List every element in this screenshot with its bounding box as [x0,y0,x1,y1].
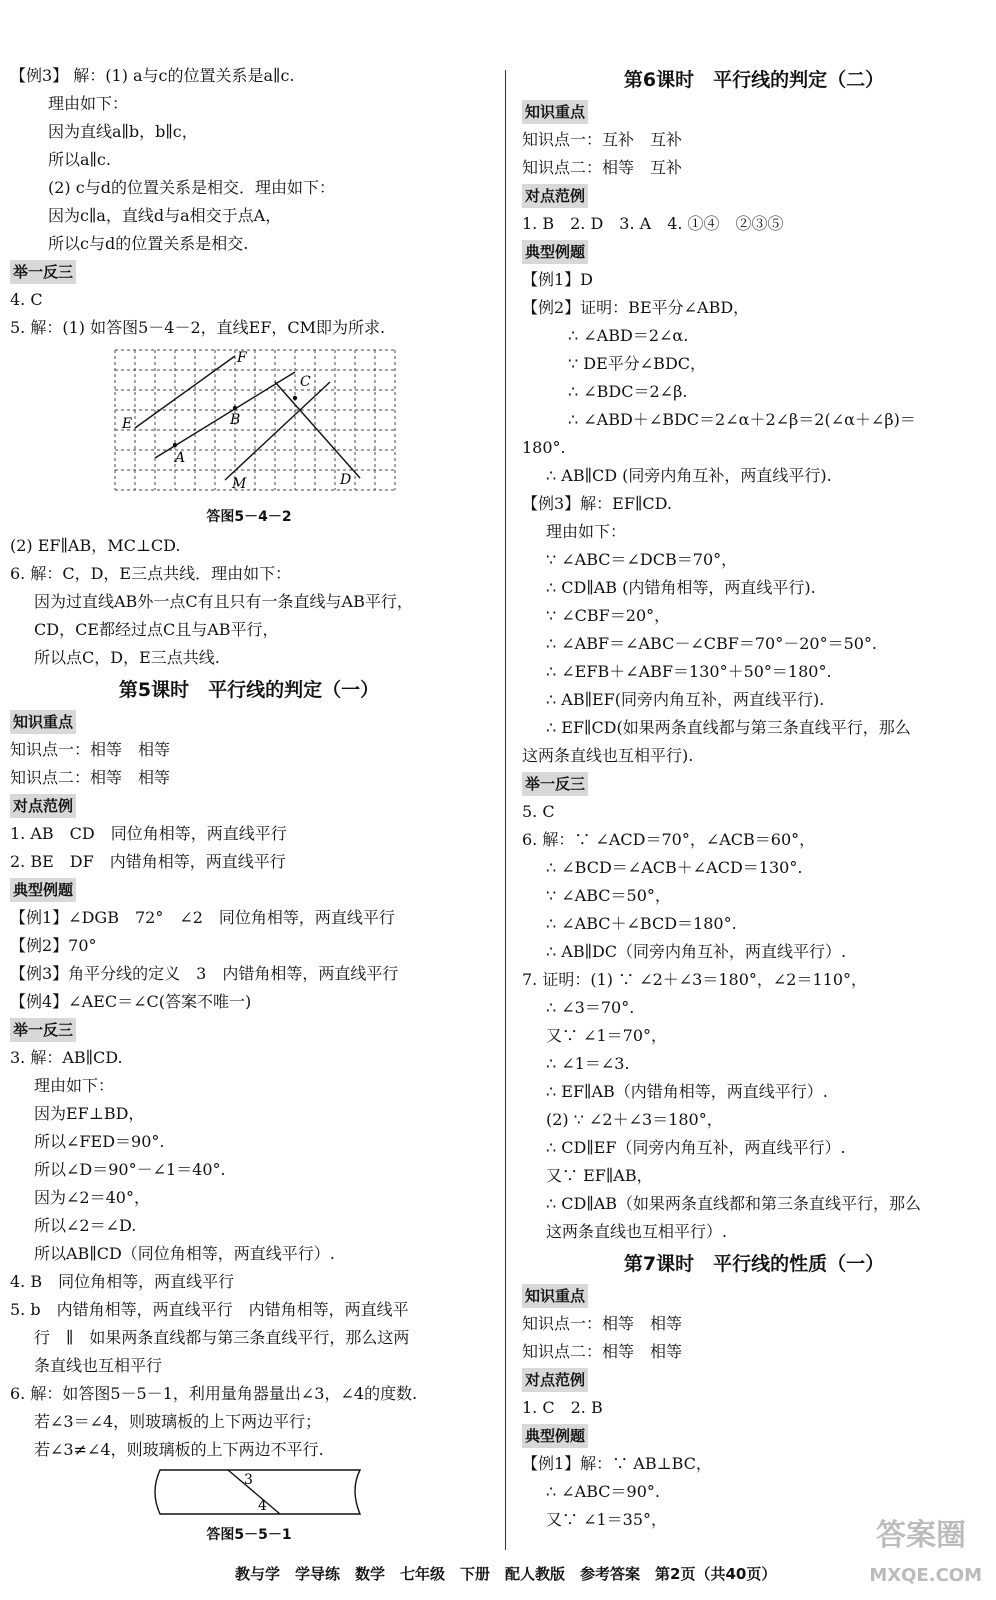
text-line: (2) ∵ ∠2＋∠3＝180°， [546,1110,723,1129]
text-line: 【例2】证明：BE平分∠ABD， [522,298,750,317]
text-line: ∴ ∠ABD＋∠BDC＝2∠α＋2∠β＝2(∠α＋∠β)＝ [568,410,916,429]
text-line: 所以∠D＝90°－∠1＝40°. [34,1160,226,1179]
text-line: 行 ∥ 如果两条直线都与第三条直线平行，那么这两 [34,1328,410,1347]
line-cm [225,382,330,480]
text-line: 1. B 2. D 3. A 4. ①④ ②③⑤ [522,214,784,233]
figure-5-5-1 [10,1464,488,1542]
glass-plate-diagram [10,1464,488,1520]
text-line: 知识点二：相等 互补 [522,158,683,177]
text-line: 【例4】∠AEC＝∠C(答案不唯一) [10,992,252,1011]
right-column [522,62,986,1534]
text-line: (2) EF∥AB，MC⊥CD. [10,536,181,555]
text-line: 条直线也互相平行 [34,1356,163,1375]
text-line: 知识点一：互补 互补 [522,130,683,149]
line-cd [275,382,360,478]
section-label: 典型例题 [10,878,76,902]
text-line: ∴ ∠3＝70°. [546,998,635,1017]
text-line: ∴ ∠1＝∠3. [546,1054,630,1073]
text-line: 又∵ ∠1＝35°， [546,1510,668,1529]
label-b: B [230,412,241,428]
figure-caption: 答图5－4－2 [206,509,292,525]
text-line: 知识点二：相等 相等 [10,768,171,787]
text-line: 6. 解：∵ ∠ACD＝70°，∠ACB＝60°， [522,830,816,849]
text-line: 这两条直线也互相平行). [522,746,694,765]
text-line: 这两条直线也互相平行）. [546,1222,728,1241]
text-line: ∴ ∠ABD＝2∠α. [568,326,689,345]
column-divider [505,70,506,1550]
section-label: 对点范例 [522,184,588,208]
text-line: 因为过直线AB外一点C有且只有一条直线与AB平行， [34,592,413,611]
angle-4-label: 4 [258,1498,267,1514]
figure-caption: 答图5－5－1 [206,1527,292,1543]
text-line: 7. 证明：(1) ∵ ∠2＋∠3＝180°，∠2＝110°， [522,970,868,989]
text-line: 所以AB∥CD（同位角相等，两直线平行）. [34,1244,335,1263]
text-line: ∴ EF∥AB（内错角相等，两直线平行）. [546,1082,828,1101]
text-line: ∴ EF∥CD(如果两条直线都与第三条直线平行，那么 [546,718,911,737]
label-a: A [175,450,186,466]
text-line: 若∠3≠∠4，则玻璃板的上下两边不平行. [34,1440,324,1459]
text-line: 【例3】 解：(1) a与c的位置关系是a∥c. [10,66,295,85]
section-label: 知识重点 [10,710,76,734]
text-line: ∵ DE平分∠BDC， [568,354,707,373]
text-line: 因为直线a∥b，b∥c， [48,122,198,141]
text-line: 所以点C，D，E三点共线. [34,648,220,667]
text-line: 因为EF⊥BD， [34,1104,145,1123]
text-line: ∴ ∠EFB＋∠ABF＝130°＋50°＝180°. [546,662,832,681]
text-line: 又∵ ∠1＝70°， [546,1026,668,1045]
text-line: ∴ AB∥EF(同旁内角互补，两直线平行). [546,690,825,709]
text-line: 4. B 同位角相等，两直线平行 [10,1272,235,1291]
lesson-7-title: 第7课时 平行线的性质（一） [623,1253,885,1275]
line-ef [135,356,235,428]
text-line: 5. b 内错角相等，两直线平行 内错角相等，两直线平 [10,1300,409,1319]
text-line: 【例1】解：∵ AB⊥BC， [522,1454,712,1473]
label-e: E [122,416,133,432]
text-line: 180°. [522,438,566,457]
text-line: 【例1】∠DGB 72° ∠2 同位角相等，两直线平行 [10,908,395,927]
text-line: 2. BE DF 内错角相等，两直线平行 [10,852,286,871]
text-line: 知识点一：相等 相等 [10,740,171,759]
text-line: 知识点二：相等 相等 [522,1342,683,1361]
text-line: ∴ AB∥CD (同旁内角互补，两直线平行). [546,466,832,485]
text-line: 又∵ EF∥AB， [546,1166,653,1185]
lesson-5-title: 第5课时 平行线的判定（一） [118,679,380,701]
text-line: ∴ CD∥AB（如果两条直线都和第三条直线平行，那么 [546,1194,922,1213]
watermark-url: MXQE.COM [869,1565,982,1586]
section-label: 典型例题 [522,240,588,264]
text-line: 所以∠2＝∠D. [34,1216,137,1235]
text-line: ∵ ∠ABC＝50°， [546,886,671,905]
section-label: 举一反三 [10,260,76,284]
label-c: C [300,374,311,390]
text-line: 1. AB CD 同位角相等，两直线平行 [10,824,287,843]
page-footer [0,1560,996,1588]
text-line: 理由如下： [546,522,627,541]
footer-text: 教与学 学导练 数学 七年级 下册 配人教版 参考答案 第2页（共40页） [235,1565,777,1583]
grid-diagram [10,342,488,502]
section-label: 对点范例 [10,794,76,818]
text-line: ∴ CD∥AB (内错角相等，两直线平行). [546,578,816,597]
text-line: CD，CE都经过点C且与AB平行， [34,620,279,639]
text-line: 1. C 2. B [522,1398,603,1417]
section-label: 举一反三 [522,772,588,796]
text-line: 【例3】角平分线的定义 3 内错角相等，两直线平行 [10,964,399,983]
text-line: ∴ ∠BCD＝∠ACB＋∠ACD＝130°. [546,858,803,877]
figure-5-4-2 [10,342,488,532]
section-label: 知识重点 [522,1284,588,1308]
section-label: 典型例题 [522,1424,588,1448]
angle-3-label: 3 [244,1472,253,1488]
label-m: M [232,476,247,492]
text-line: 所以a∥c. [48,150,111,169]
text-line: 5. 解：(1) 如答图5－4－2，直线EF，CM即为所求. [10,318,386,337]
left-column [10,62,488,1542]
text-line: 理由如下： [34,1076,115,1095]
section-label: 知识重点 [522,100,588,124]
text-line: 4. C [10,290,43,309]
text-line: 因为c∥a，直线d与a相交于点A， [48,206,282,225]
text-line: 理由如下： [48,94,129,113]
text-line: 知识点一：相等 相等 [522,1314,683,1333]
text-line: ∴ CD∥EF（同旁内角互补，两直线平行）. [546,1138,846,1157]
label-d: D [340,472,352,488]
text-line: 因为∠2＝40°， [34,1188,150,1207]
text-line: ∴ ∠ABC＋∠BCD＝180°. [546,914,737,933]
lesson-6-title: 第6课时 平行线的判定（二） [623,69,885,91]
section-label: 对点范例 [522,1368,588,1392]
text-line: ∵ ∠ABC＝∠DCB＝70°， [546,550,738,569]
text-line: (2) c与d的位置关系是相交．理由如下： [48,178,335,197]
watermark-logo: 答案圈 [876,1518,966,1553]
text-line: ∴ AB∥DC（同旁内角互补，两直线平行）. [546,942,847,961]
text-line: 所以∠FED＝90°. [34,1132,165,1151]
text-line: 【例3】解：EF∥CD. [522,494,672,513]
text-line: ∴ ∠ABF＝∠ABC－∠CBF＝70°－20°＝50°. [546,634,878,653]
text-line: 所以c与d的位置关系是相交. [48,234,249,253]
text-line: ∵ ∠CBF＝20°， [546,606,671,625]
text-line: ∴ ∠BDC＝2∠β. [568,382,688,401]
text-line: 【例1】D [522,270,594,289]
text-line: 6. 解：C，D，E三点共线．理由如下： [10,564,292,583]
text-line: 若∠3＝∠4，则玻璃板的上下两边平行； [34,1412,322,1431]
text-line: 5. C [522,802,555,821]
label-f: F [237,350,247,366]
text-line: 6. 解：如答图5－5－1，利用量角器量出∠3，∠4的度数. [10,1384,418,1403]
section-label: 举一反三 [10,1018,76,1042]
text-line: 【例2】70° [10,936,97,955]
text-line: ∴ ∠ABC＝90°. [546,1482,660,1501]
text-line: 3. 解：AB∥CD. [10,1048,123,1067]
